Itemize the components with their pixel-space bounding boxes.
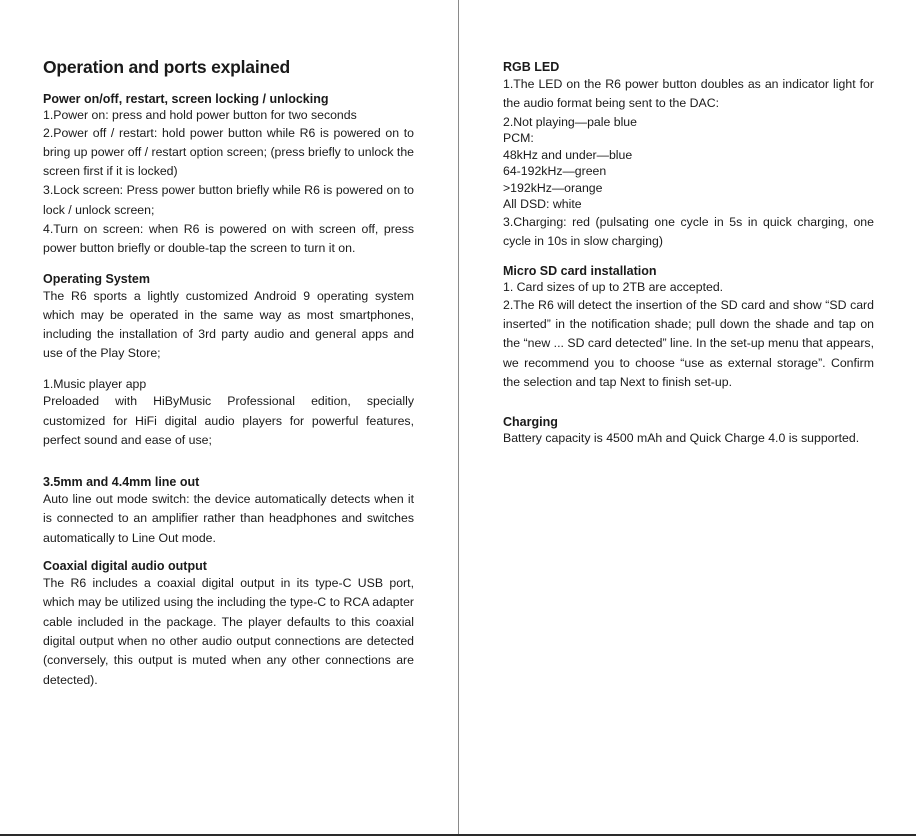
sd-card-line-1: 1. Card sizes of up to 2TB are accepted. — [503, 280, 724, 295]
rgb-line-over-192k: >192kHz—orange — [503, 180, 603, 195]
right-column — [503, 59, 874, 447]
column-divider — [458, 0, 459, 836]
sd-card-line-2: 2.The R6 will detect the insertion of the SD card and show “SD card inserted” in the notification shade; pull down the shade and tap on the “new ... SD card detected” line. In the set-up menu that appears, we recommend you to choose “use as external storage”. Confirm the selection and tap Next to finish set-up. — [503, 297, 874, 389]
lineout-heading: 3.5mm and 4.4mm line out — [43, 475, 200, 490]
power-heading: Power on/off, restart, screen locking / unlocking — [43, 92, 329, 106]
rgb-line-pcm: PCM: — [503, 131, 534, 146]
power-section — [43, 91, 414, 259]
charging-text: Battery capacity is 4500 mAh and Quick Charge 4.0 is supported. — [503, 431, 860, 446]
coaxial-text: The R6 includes a coaxial digital output in its type-C USB port, which may be utilized using the including the type-C to RCA adapter cable included in the package. The player defaults to this coaxial digital output when no other audio output connections are detected (conversely, this output is muted when any other connections are detected). — [43, 576, 414, 687]
power-line-3: 3.Lock screen: Press power button briefly while R6 is powered on to lock / unlock screen; — [43, 183, 414, 217]
power-line-4: 4.Turn on screen: when R6 is powered on with screen off, press power button briefly or double-tap the screen to turn it on. — [43, 221, 414, 256]
lineout-text: Auto line out mode switch: the device automatically detects when it is connected to an amplifier rather than headphones and switches automatically to Line Out mode. — [43, 492, 414, 545]
rgb-charging-text: 3.Charging: red (pulsating one cycle in 5s in quick charging, one cycle in 10s in slow charging) — [503, 214, 874, 248]
charging-section — [503, 414, 874, 447]
rgb-led-intro: 1.The LED on the R6 power button doubles as an indicator light for the audio format being sent to the DAC: — [503, 77, 874, 111]
power-line-2: 2.Power off / restart: hold power button while R6 is powered on to bring up power off / restart option screen; (press briefly to unlock the screen first if it is locked) — [43, 125, 414, 179]
music-app-title: 1.Music player app — [43, 376, 147, 391]
os-section — [43, 271, 414, 451]
rgb-line-48k: 48kHz and under—blue — [503, 147, 633, 162]
rgb-line-not-playing: 2.Not playing—pale blue — [503, 114, 637, 129]
charging-heading: Charging — [503, 415, 558, 430]
page-title: Operation and ports explained — [43, 57, 291, 77]
coaxial-heading: Coaxial digital audio output — [43, 559, 207, 574]
rgb-led-section — [503, 59, 874, 251]
coaxial-section — [43, 558, 414, 690]
os-text: The R6 sports a lightly customized Android 9 operating system which may be operated in the same way as most smartphones, including the installation of 3rd party audio and general apps and use of the Play Store; — [43, 288, 414, 361]
music-app-text: Preloaded with HiByMusic Professional edition, specially customized for HiFi digital audio players for powerful features, perfect sound and ease of use; — [43, 394, 414, 447]
rgb-line-64-192k: 64-192kHz—green — [503, 164, 607, 179]
sd-card-section — [503, 263, 874, 392]
rgb-line-dsd: All DSD: white — [503, 197, 582, 212]
power-line-1: 1.Power on: press and hold power button for two seconds — [43, 108, 357, 122]
rgb-led-heading: RGB LED — [503, 60, 560, 74]
sd-card-heading: Micro SD card installation — [503, 264, 657, 279]
os-heading: Operating System — [43, 271, 150, 286]
lineout-section — [43, 474, 414, 548]
left-column — [43, 56, 414, 690]
